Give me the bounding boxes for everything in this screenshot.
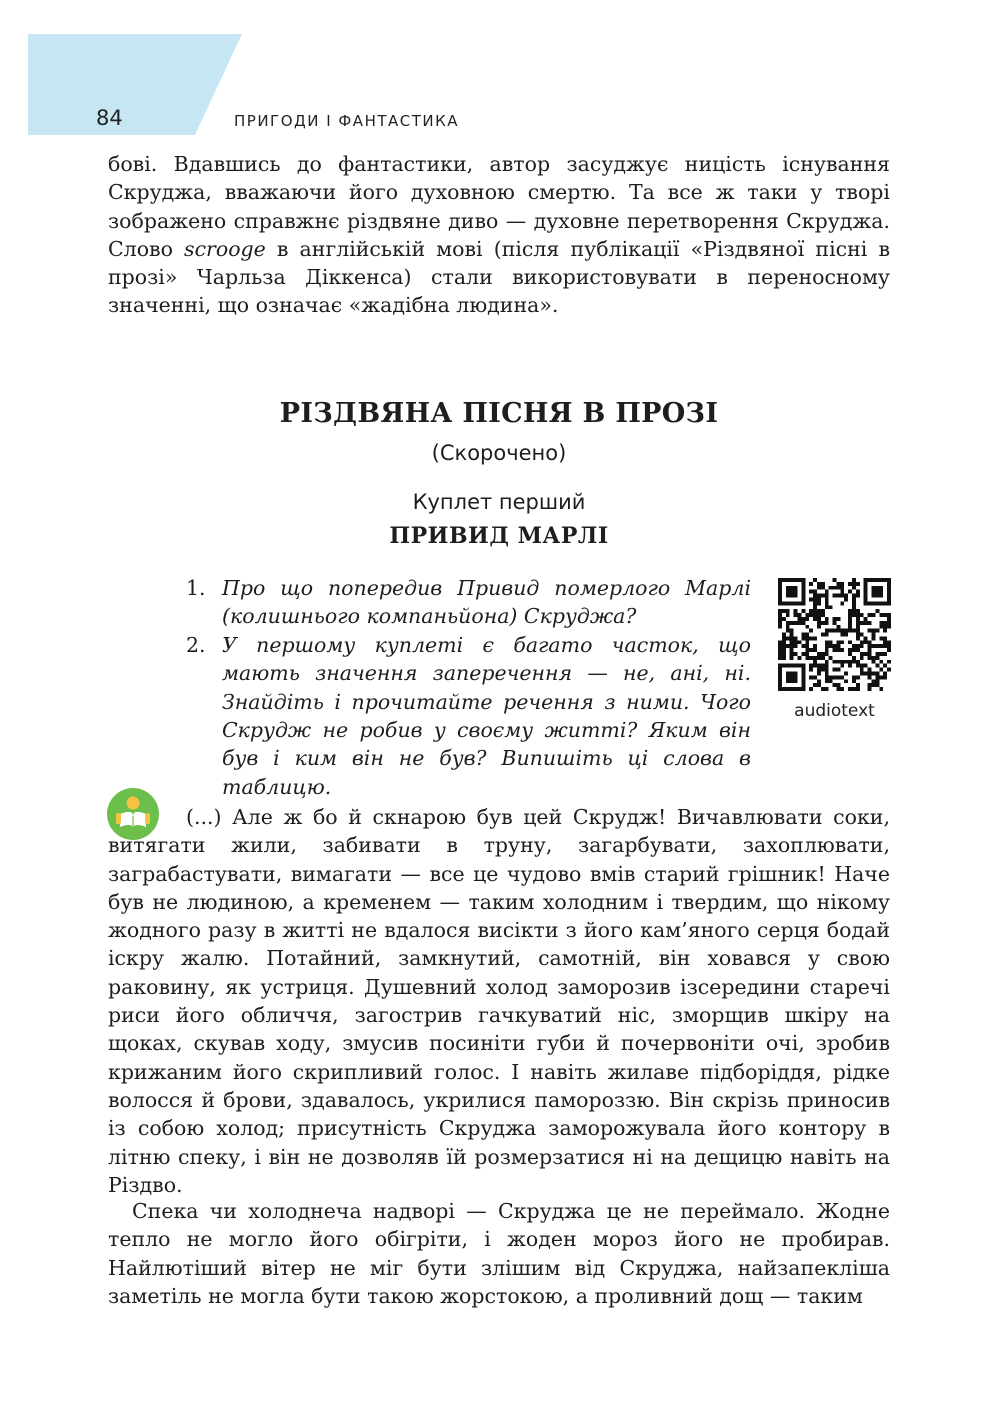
work-title: РІЗДВЯНА ПІСНЯ В ПРОЗІ	[279, 398, 719, 429]
stanza-label: Куплет перший	[412, 490, 586, 514]
intro-paragraph	[108, 150, 890, 320]
question-text: У першому куплеті є багато часток, що мають значення заперечення — не, ані, ні. Знайдіть і прочитайте речення з ними. Чого Скрудж не робив у своєму житті? Яким він був і ким він не був? Випишіть ці слова в таблицю.	[222, 632, 751, 799]
qr-caption: audiotext	[794, 701, 875, 721]
body-paragraph-1: (...) Але ж бо й скнарою був цей Скрудж! Вичавлювати соки, витягати жили, забивати в труну, загарбувати, захоплювати, заграбастувати, вимагати — все це чудово вмів старий грішник! Наче був не людиною, а кременем — таким холодним і твердим, що нікому жодного разу в житті не вдалося висікти з його кам’яного серця бодай іскру жалю. Потайний, замкнутий, самотній, він ховався у свою раковину, як устриця. Душевний холод заморозив ізсередини старечі риси його обличчя, загострив гачкуватий ніс, зморщив шкіру на щоках, скував ходу, змусив посиніти губи й почервоніти очі, зробив крижаним його скрипливий голос. І навіть жилаве підборіддя, рідке волосся й брови, здавалось, укрилися памороззю. Він скрізь приносив із собою холод; присутність Скруджа заморожувала його контору в літню спеку, і він не дозволяв їй розмерзатися ні на дещицю навіть на Різдво.	[108, 805, 890, 1197]
body-paragraph-2: Спека чи холоднеча надворі — Скруджа це не переймало. Жодне тепло не могло його обігріти, і жоден мороз його не пробирав. Найлютіший вітер не міг бути злішим від Скруджа, найзапекліша заметіль не могла бути такою жорстокою, а проливний дощ — таким	[108, 1199, 890, 1308]
running-title: ПРИГОДИ І ФАНТАСТИКА	[234, 112, 460, 130]
question-item	[186, 574, 751, 631]
qr-code[interactable]	[778, 578, 891, 691]
intro-text-1: бові. Вдавшись до фантастики, автор засуджує ницість існування Скруджа, вважаючи його духовною смертю. Та все ж таки у творі зображено справжнє різдвяне диво — духовне перетворення Скруджа. Слово	[108, 152, 890, 261]
question-text: Про що попередив Привид померлого Марлі (колишнього компаньйона) Скруджа?	[222, 576, 751, 629]
intro-italic-word: scrooge	[184, 236, 266, 261]
intro-text-2: в англійській мові (після публікації «Різдвяної пісні в прозі» Чарльза Діккенса) стали використовувати в переносному значенні, що означає «жадібна людина».	[108, 236, 890, 318]
question-number: 1.	[186, 576, 206, 600]
question-list	[186, 574, 751, 801]
page-number: 84	[96, 106, 123, 130]
question-number: 2.	[186, 632, 206, 657]
header-band	[28, 34, 242, 135]
section-title: ПРИВИД МАРЛІ	[389, 523, 609, 549]
work-subtitle: (Скорочено)	[431, 441, 567, 465]
question-item	[186, 631, 751, 801]
